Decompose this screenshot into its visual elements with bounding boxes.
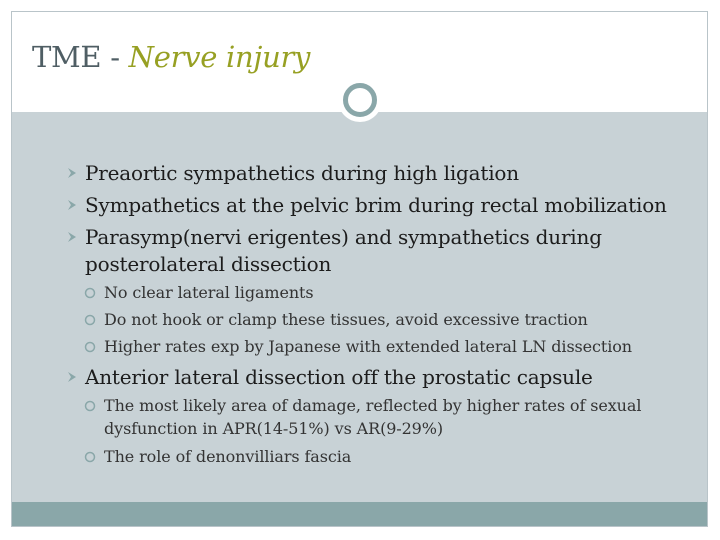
bullet-circle-icon xyxy=(84,446,98,468)
bullet-arrow-icon xyxy=(66,192,82,218)
subbullet-item: Do not hook or clamp these tissues, avoid excessive traction xyxy=(104,309,588,331)
bullet-arrow-icon xyxy=(66,224,82,250)
subbullet-continuation: dysfunction in APR(14-51%) vs AR(9-29%) xyxy=(104,419,443,438)
bullet-arrow-icon xyxy=(66,160,82,186)
subbullet-item: No clear lateral ligaments xyxy=(104,282,314,304)
subbullet-item: The role of denonvilliars fascia xyxy=(104,446,351,468)
bullet-item: Sympathetics at the pelvic brim during rectal mobilization xyxy=(85,192,667,218)
bullet-item: Preaortic sympathetics during high ligation xyxy=(85,160,519,186)
title-main: TME - xyxy=(32,40,129,74)
bullet-item: Parasymp(nervi erigentes) and sympathetics during xyxy=(85,224,602,250)
bullet-item: Anterior lateral dissection off the prostatic capsule xyxy=(85,364,593,390)
bullet-circle-icon xyxy=(84,309,98,331)
bullet-circle-icon xyxy=(84,336,98,358)
bullet-continuation: posterolateral dissection xyxy=(85,252,332,276)
subbullet-item: Higher rates exp by Japanese with extended lateral LN dissection xyxy=(104,336,632,358)
title-italic: Nerve injury xyxy=(128,40,311,74)
subbullet-item: The most likely area of damage, reflected by higher rates of sexual xyxy=(104,395,641,417)
bullet-circle-icon xyxy=(84,395,98,417)
bullet-arrow-icon xyxy=(66,364,82,390)
bullet-circle-icon xyxy=(84,282,98,304)
